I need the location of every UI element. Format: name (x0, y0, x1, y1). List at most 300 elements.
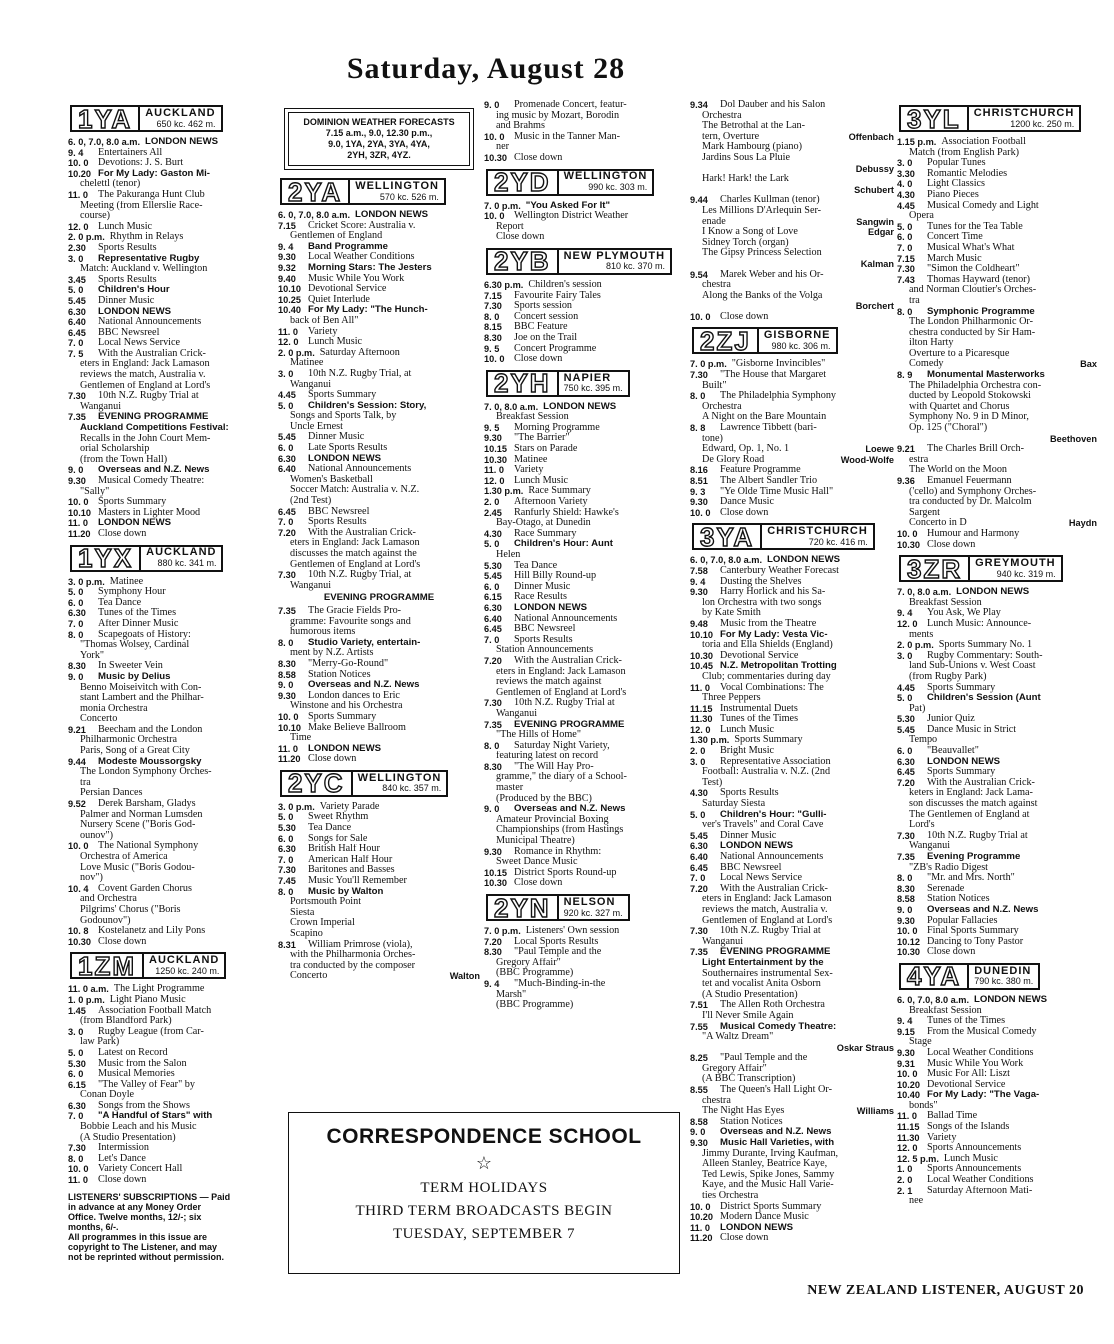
program-line (278, 252, 480, 263)
program-time: 8.30 (484, 332, 502, 343)
program-line (68, 1037, 272, 1048)
program-text: chestra (702, 280, 731, 291)
program-line (690, 370, 894, 381)
program-text: Children's Session: Story, (308, 400, 427, 411)
station-info (969, 963, 1040, 990)
program-time: 2. 1 (897, 1185, 913, 1196)
program-line (897, 338, 1097, 349)
program-line (690, 312, 894, 323)
program-time: 9.30 (897, 1047, 915, 1058)
program-text: Nursery Scene ("Boris God- (80, 820, 196, 831)
program-line (897, 608, 1097, 619)
program-line (68, 243, 272, 254)
program-line (690, 174, 894, 185)
station-callsign: 1ZM (70, 952, 144, 979)
program-line (68, 465, 272, 476)
program-text: The Betrothal at the Lan- (702, 121, 805, 132)
program-text: Gentlemen of England at Lord's (290, 559, 421, 570)
program-time: 7. 0, 8.0 a.m. (897, 587, 952, 598)
program-text: Lunch Music (308, 337, 363, 348)
program-line (897, 947, 1097, 958)
program-line (690, 497, 894, 508)
program-line (278, 422, 480, 433)
program-text: Close down (496, 232, 545, 243)
program-line (68, 704, 272, 715)
program-line (690, 735, 894, 746)
program-text: Songs of the Islands (927, 1122, 1010, 1133)
program-text: "The Valley of Fear" by (98, 1079, 195, 1090)
program-text: "You Asked For It" (525, 200, 611, 211)
program-time: 7.20 (484, 655, 502, 666)
program-text: De Glory Road (702, 454, 765, 465)
program-line (484, 582, 685, 593)
program-text: Dance Music in Strict (927, 724, 1017, 735)
program-time: 7.58 (690, 565, 708, 576)
subscriptions-line: not be reprinted without permission. (68, 1251, 225, 1262)
program-line (690, 577, 894, 588)
program-time: 7.35 (690, 947, 708, 958)
program-text: Women's Basketball (290, 474, 373, 485)
station-frequency: 920 kc. 327 m. (563, 907, 623, 918)
program-text: Music from the Theatre (720, 618, 817, 629)
column-5 (897, 100, 1097, 1207)
program-line (278, 606, 480, 617)
program-time: 9.52 (68, 799, 86, 810)
station-header (899, 963, 1097, 990)
program-text: The Gracie Fields Pro- (308, 605, 402, 616)
station-header (486, 370, 685, 397)
program-line (690, 555, 894, 566)
program-line (484, 783, 685, 794)
program-text: The Night Has Eyes (702, 1106, 785, 1117)
program-line (897, 296, 1097, 307)
program-time: 1.15 p.m. (897, 137, 937, 147)
program-line (278, 744, 480, 755)
program-text: Music For All: Liszt (927, 1069, 1010, 1080)
program-text: Sports session (514, 301, 573, 312)
station-info (559, 894, 630, 921)
column-3 (484, 100, 685, 1011)
program-time: 10. 0 (68, 158, 89, 169)
program-text: Dance Music (720, 497, 775, 508)
correspondence-line-3: TUESDAY, SEPTEMBER 7 (392, 1226, 576, 1242)
program-line (897, 661, 1097, 672)
program-text: Pilgrims' Chorus ("Boris (80, 904, 181, 915)
program-text: Station Notices (720, 1116, 783, 1127)
program-text: Close down (308, 754, 357, 765)
program-line (68, 232, 272, 243)
program-text: Children's Hour: "Gulli- (720, 809, 827, 820)
program-text: From the Musical Comedy (927, 1026, 1037, 1037)
program-line (278, 844, 480, 855)
program-time: 12. 0 (68, 221, 89, 232)
program-line (484, 667, 685, 678)
program-text: The Gentlemen of England at (909, 809, 1030, 820)
program-text: Bobbie Leach and his Music (80, 1122, 197, 1133)
program-line (484, 132, 685, 143)
program-line (68, 254, 272, 265)
program-line (278, 380, 480, 391)
program-line (690, 714, 894, 725)
program-line (68, 608, 272, 619)
program-text: reviews the match, Australia v. (80, 370, 206, 381)
program-time: 2. 0 (484, 497, 500, 508)
program-text: "Thomas Wolsey, Cardinal (80, 640, 190, 651)
program-text: LONDON NEWS (767, 555, 841, 566)
page-footer: NEW ZEALAND LISTENER, AUGUST 20 (807, 1283, 1084, 1298)
program-text: Popular Fallacies (927, 915, 998, 926)
composer-name: Beethoven (1050, 433, 1097, 444)
program-text: Make Believe Ballroom (308, 722, 406, 733)
program-text: Dinner Music (308, 432, 365, 443)
program-line (278, 648, 480, 659)
program-time: 12. 0 (897, 618, 918, 629)
program-line (278, 961, 480, 972)
program-text: Beecham and the London (98, 724, 203, 735)
program-text: Saturday Siesta (702, 799, 766, 810)
program-text: The Philadelphia Orchestra con- (909, 380, 1042, 391)
program-time: 6.45 (68, 327, 86, 338)
program-text: Lunch Music (720, 724, 775, 735)
program-line (690, 820, 894, 831)
program-line (484, 291, 685, 302)
station-city: GISBORNE (763, 329, 831, 342)
program-line (690, 248, 894, 259)
program-text: Kaye, and the Music Hall Varie- (702, 1180, 834, 1191)
program-line (484, 847, 685, 858)
program-line (897, 201, 1097, 212)
program-time: 10.25 (278, 294, 301, 305)
program-text: ment by N.Z. Artists (290, 648, 374, 659)
program-text: Thomas Hayward (tenor) (927, 274, 1030, 285)
program-time: 6.40 (690, 852, 708, 862)
program-line (897, 381, 1097, 392)
program-time: 6.45 (897, 767, 915, 778)
program-time: 7.30 (897, 830, 915, 841)
program-text: Soccer Match: Australia v. N.Z. (290, 485, 420, 496)
program-line (484, 751, 685, 762)
program-text: Conan Doyle (80, 1090, 135, 1101)
weather-line: 7.15 a.m., 9.0, 12.30 p.m., (325, 128, 433, 138)
program-text: The London Philharmonic Or- (909, 317, 1034, 328)
program-text: Overseas and N.Z. News (308, 680, 420, 691)
program-text: LONDON NEWS (974, 994, 1048, 1005)
program-line (690, 487, 894, 498)
station-info (353, 770, 449, 797)
program-line (278, 712, 480, 723)
program-text: Sports Summary (927, 682, 996, 693)
program-text: The Charles Brill Orch- (927, 444, 1025, 455)
program-text: Sports Results (98, 274, 157, 285)
program-time: 7. 0, 8.0 a.m. (484, 401, 539, 412)
program-line (690, 566, 894, 577)
program-line (278, 538, 480, 549)
station-header (692, 327, 894, 354)
program-line (484, 232, 685, 243)
program-time: 8.30 (484, 947, 502, 958)
program-line (897, 487, 1097, 498)
program-line (278, 940, 480, 951)
program-time: 8. 0 (278, 637, 294, 648)
program-text: March Music (927, 253, 982, 264)
program-time: 1.45 (68, 1005, 86, 1016)
program-line (278, 231, 480, 242)
station-city: CHRISTCHURCH (767, 525, 868, 538)
program-text: Music by Delius (98, 671, 171, 682)
program-time: 9. 0 (484, 100, 500, 110)
station-header (486, 894, 685, 921)
program-line (68, 995, 272, 1006)
program-line (68, 285, 272, 296)
program-text: Close down (514, 878, 563, 889)
program-time: 7. 5 (68, 348, 84, 359)
program-time: 7. 0 (68, 618, 84, 629)
program-time: 11. 0 (68, 1175, 88, 1186)
program-text: Overseas and N.Z. News (720, 1127, 832, 1138)
program-time: 3. 0 p.m. (68, 576, 105, 587)
page-heading: Saturday, August 28 (346, 52, 626, 85)
program-text: Palmer and Norman Lumsden (80, 809, 203, 820)
program-line (68, 529, 272, 540)
program-line (68, 211, 272, 222)
program-time: 6.15 (68, 1079, 86, 1090)
program-line (897, 423, 1097, 434)
program-text: Dusting the Shelves (720, 576, 802, 587)
program-line (484, 312, 685, 323)
program-line (278, 754, 480, 765)
program-text: Derek Barsham, Gladys (98, 799, 196, 810)
program-time: 10.12 (897, 936, 920, 947)
program-text: Race Summary (528, 486, 591, 497)
program-time: 8.30 (68, 661, 86, 672)
program-line (690, 810, 894, 821)
program-time: 11. 0 (278, 326, 298, 337)
program-text: and Norman Cloutier's Orches- (909, 285, 1037, 296)
program-line (484, 762, 685, 773)
program-text: Local Weather Conditions (308, 252, 415, 263)
program-line (484, 979, 685, 990)
program-time: 9.21 (897, 444, 915, 455)
program-text: Close down (720, 311, 769, 322)
program-line (897, 778, 1097, 789)
program-line (68, 693, 272, 704)
program-line (68, 672, 272, 683)
program-line (690, 381, 894, 392)
program-text: Breakfast Session (496, 412, 569, 423)
program-text: "Beauvallet" (927, 746, 979, 757)
program-text: tra (80, 777, 91, 788)
program-line (484, 508, 685, 519)
program-time: 4.45 (897, 200, 915, 211)
column-2 (278, 100, 480, 982)
program-line (484, 968, 685, 979)
program-time: 5. 0 (68, 285, 84, 296)
program-line (690, 651, 894, 662)
program-line (68, 714, 272, 725)
station-frequency: 1200 kc. 250 m. (1010, 118, 1075, 129)
program-line (484, 201, 685, 212)
program-text: "ZB's Radio Digest (909, 862, 989, 873)
program-line (68, 169, 272, 180)
program-time: 7.20 (897, 777, 915, 788)
program-line (68, 508, 272, 519)
program-time: 8.15 (484, 322, 502, 333)
program-time: 5. 0 (897, 693, 913, 704)
program-time: 8.30 (484, 761, 502, 772)
program-time: 7.30 (484, 698, 502, 709)
program-text: Morning Stars: The Jesters (308, 262, 432, 273)
program-line (690, 1074, 894, 1085)
program-line (897, 863, 1097, 874)
program-time: 11. 0 a.m. (68, 984, 109, 995)
program-line (690, 841, 894, 852)
program-line (68, 179, 272, 190)
program-text: Alleen Stanley, Beatrice Kaye, (702, 1159, 828, 1170)
program-line (897, 873, 1097, 884)
correspondence-title: CORRESPONDENCE SCHOOL (326, 1125, 642, 1148)
program-line (68, 640, 272, 651)
composer-name: Haydn (1068, 518, 1097, 529)
program-line (278, 617, 480, 628)
program-time: 11.30 (690, 714, 713, 725)
program-time: 9.34 (690, 100, 708, 110)
program-line (690, 630, 894, 641)
program-text: Uncle Ernest (290, 421, 343, 432)
program-line (68, 1027, 272, 1038)
program-text: Siesta (290, 907, 315, 918)
program-line (897, 1122, 1097, 1133)
program-text: with Quartet and Chorus (909, 401, 1010, 412)
program-text: A Night on the Bare Mountain (702, 412, 827, 423)
station-callsign: 4YA (899, 963, 969, 990)
program-line (68, 487, 272, 498)
program-text: Overseas and N.Z. News (927, 904, 1039, 915)
program-text: Children's Hour: Aunt (514, 539, 613, 550)
program-line (690, 270, 894, 281)
program-text: Emanuel Feuermann (927, 476, 1012, 486)
program-text: Breakfast Session (909, 1005, 982, 1016)
program-text: Gregory Affair" (702, 1063, 767, 1074)
program-line (897, 598, 1097, 609)
program-text: Evening Programme (927, 852, 1021, 862)
correspondence-line-1: TERM HOLIDAYS (420, 1180, 548, 1196)
program-text: humorous items (290, 627, 356, 638)
program-text: bonds" (909, 1100, 938, 1111)
program-text: Breakfast Session (909, 597, 982, 608)
program-line (690, 778, 894, 789)
program-line (484, 990, 685, 1001)
station-header (899, 105, 1097, 132)
program-time: 8. 0 (897, 306, 913, 317)
program-line (68, 1164, 272, 1175)
program-line (897, 264, 1097, 275)
program-time: 11. 0 (68, 189, 88, 200)
program-time: 4.30 (484, 528, 502, 539)
program-time: 10. 0 (897, 1069, 918, 1080)
program-line (278, 454, 480, 465)
program-text: gramme," the diary of a School- (496, 772, 627, 783)
program-text: Meeting (from Ellerslie Race- (80, 200, 203, 211)
program-line (278, 802, 480, 813)
program-text: estra (909, 454, 929, 465)
program-line (68, 767, 272, 778)
program-text: Concert Programme (514, 343, 597, 354)
program-line (278, 316, 480, 327)
program-line (278, 390, 480, 401)
program-line (690, 195, 894, 206)
station-frequency: 1250 kc. 240 m. (155, 965, 220, 976)
program-line (68, 1175, 272, 1186)
program-text: ilton Harty (909, 338, 954, 349)
program-line (484, 142, 685, 153)
program-text: EVENING PROGRAMME (720, 947, 831, 958)
program-time: 10.30 (68, 936, 91, 947)
program-time: 1. 0 (897, 1164, 913, 1175)
program-line (278, 549, 480, 560)
program-line (690, 132, 894, 143)
program-text: District Sports Summary (720, 1201, 822, 1212)
program-line (68, 338, 272, 349)
program-text: "A Handful of Stars" with (98, 1111, 213, 1122)
program-line (897, 651, 1097, 662)
program-text: Close down (720, 507, 769, 518)
program-text: Portsmouth Point (290, 897, 362, 908)
program-text: Gentlemen of England at Lord's (702, 915, 833, 926)
subscriptions-line: LISTENERS' SUBSCRIPTIONS — Paid (68, 1191, 231, 1202)
program-text: London dances to Eric (308, 690, 400, 701)
program-line (68, 423, 272, 434)
program-line (68, 455, 272, 466)
program-line (690, 402, 894, 413)
program-line (897, 937, 1097, 948)
program-text: National Announcements (308, 464, 412, 475)
program-line (690, 1212, 894, 1223)
program-text: orial Scholarship (80, 444, 150, 455)
program-line (278, 274, 480, 285)
program-text: Instrumental Duets (720, 703, 798, 714)
program-text: Lunch Music (514, 475, 569, 486)
program-line (68, 757, 272, 768)
program-time: 5. 0 (690, 809, 706, 820)
program-time: 9. 5 (484, 343, 500, 354)
program-time: 8. 0 (484, 311, 500, 322)
program-line (897, 518, 1097, 529)
program-line (484, 322, 685, 333)
program-time: 6.30 (68, 608, 86, 619)
program-text: course) (80, 211, 110, 222)
program-text: tra conducted by the composer (290, 960, 416, 971)
program-text: law Park) (80, 1037, 120, 1048)
program-text: BBC Newsreel (308, 506, 370, 517)
program-text: National Announcements (98, 317, 202, 328)
station-callsign: 2YA (280, 178, 350, 205)
station-header (280, 770, 480, 797)
program-time: 5. 0 (68, 587, 84, 598)
program-line (68, 1080, 272, 1091)
program-line (484, 698, 685, 709)
program-time: 3. 0 (68, 253, 84, 264)
program-line (897, 169, 1097, 180)
program-line (278, 528, 480, 539)
program-text: Gentlemen of England at Lord's (80, 380, 211, 391)
program-line (68, 359, 272, 370)
program-line (690, 391, 894, 402)
program-line (484, 153, 685, 164)
program-time: 7.30 (68, 1143, 86, 1154)
weather-forecast-box (284, 108, 474, 170)
program-text: Sweet Rhythm (308, 812, 369, 823)
program-line (68, 651, 272, 662)
